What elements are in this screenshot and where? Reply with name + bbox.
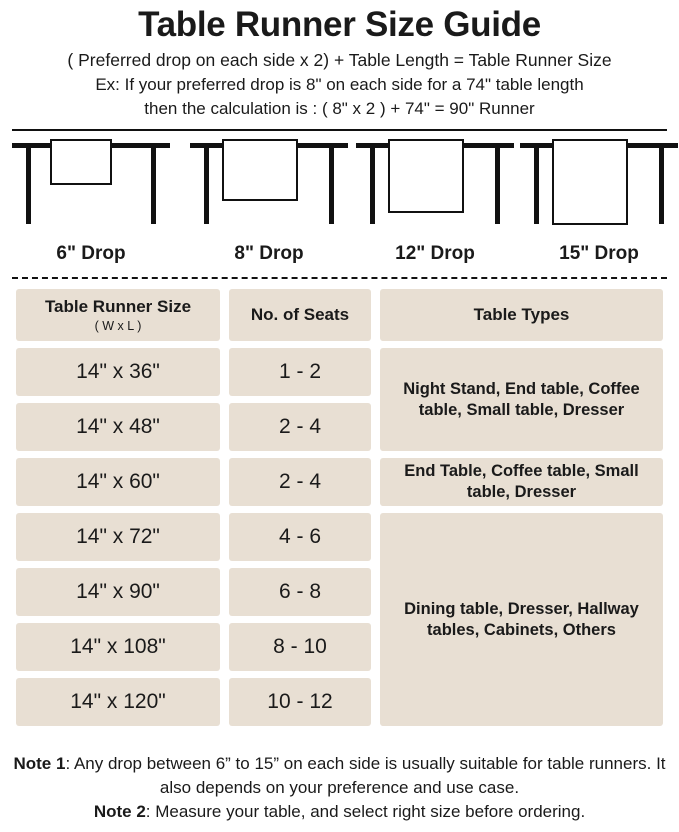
note-1-label: Note 1 bbox=[13, 753, 66, 773]
table-row: Dining table, Dresser, Hallway tables, Cabinets, Others bbox=[380, 513, 663, 726]
column-seats bbox=[229, 289, 371, 733]
table-row: 14" x 90" bbox=[16, 568, 220, 616]
table-leg-right bbox=[495, 148, 500, 224]
table-row: 14" x 72" bbox=[16, 513, 220, 561]
table-leg-left bbox=[26, 148, 31, 224]
runner-shape bbox=[50, 139, 112, 185]
header-seats bbox=[229, 289, 371, 341]
drop-label-15: 15" Drop bbox=[559, 243, 639, 265]
column-table-types bbox=[380, 289, 663, 733]
table-row: 4 - 6 bbox=[229, 513, 371, 561]
header-table-types bbox=[380, 289, 663, 341]
table-row: 14" x 36" bbox=[16, 348, 220, 396]
diagram-6-drop bbox=[12, 135, 170, 235]
table-row: 14" x 60" bbox=[16, 458, 220, 506]
table-row: 6 - 8 bbox=[229, 568, 371, 616]
formula-line: ( Preferred drop on each side x 2) + Table Length = Table Runner Size bbox=[67, 49, 612, 70]
diagram-15-drop bbox=[520, 135, 678, 235]
drop-diagrams bbox=[8, 135, 671, 243]
drop-label-6: 6" Drop bbox=[56, 243, 126, 265]
table-row: 8 - 10 bbox=[229, 623, 371, 671]
table-row: 14" x 108" bbox=[16, 623, 220, 671]
header-runner-size-label: Table Runner Size bbox=[44, 297, 192, 317]
size-table bbox=[8, 289, 671, 733]
column-runner-size bbox=[16, 289, 220, 733]
drop-label-12: 12" Drop bbox=[395, 243, 475, 265]
table-leg-right bbox=[151, 148, 156, 224]
diagram-8-drop bbox=[190, 135, 348, 235]
table-row: 1 - 2 bbox=[229, 348, 371, 396]
note-2 bbox=[8, 800, 671, 824]
note-1-text: : Any drop between 6” to 15” on each side is usually suitable for table runners. It also depends on your preference and use case. bbox=[65, 753, 666, 797]
header-table-types-label: Table Types bbox=[473, 305, 570, 325]
table-leg-right bbox=[329, 148, 334, 224]
example-line-1: Ex: If your preferred drop is 8" on each side for a 74" table length bbox=[95, 74, 584, 94]
divider-top bbox=[12, 129, 667, 131]
drop-label-8: 8" Drop bbox=[234, 243, 304, 265]
table-row: 14" x 120" bbox=[16, 678, 220, 726]
table-row: 2 - 4 bbox=[229, 458, 371, 506]
table-row: Night Stand, End table, Coffee table, Small table, Dresser bbox=[380, 348, 663, 451]
note-2-text: : Measure your table, and select right size before ordering. bbox=[145, 801, 586, 821]
runner-shape bbox=[552, 139, 628, 225]
header-runner-size-sub: ( W x L ) bbox=[94, 319, 142, 334]
table-leg-left bbox=[370, 148, 375, 224]
page-title: Table Runner Size Guide bbox=[138, 5, 541, 44]
note-2-label: Note 2 bbox=[93, 801, 146, 821]
divider-dashed bbox=[12, 277, 667, 279]
table-leg-left bbox=[534, 148, 539, 224]
header-runner-size bbox=[16, 289, 220, 341]
table-leg-right bbox=[659, 148, 664, 224]
table-row: 14" x 48" bbox=[16, 403, 220, 451]
table-row: 10 - 12 bbox=[229, 678, 371, 726]
runner-shape bbox=[222, 139, 298, 201]
table-row: End Table, Coffee table, Small table, Dresser bbox=[380, 458, 663, 506]
table-row: 2 - 4 bbox=[229, 403, 371, 451]
notes-section bbox=[8, 752, 671, 824]
header-seats-label: No. of Seats bbox=[250, 305, 350, 325]
note-1 bbox=[8, 752, 671, 800]
drop-labels bbox=[8, 243, 671, 273]
runner-shape bbox=[388, 139, 464, 213]
infographic-page bbox=[0, 6, 679, 832]
diagram-12-drop bbox=[356, 135, 514, 235]
example-line-2: then the calculation is : ( 8" x 2 ) + 74" = 90" Runner bbox=[144, 99, 535, 119]
table-leg-left bbox=[204, 148, 209, 224]
